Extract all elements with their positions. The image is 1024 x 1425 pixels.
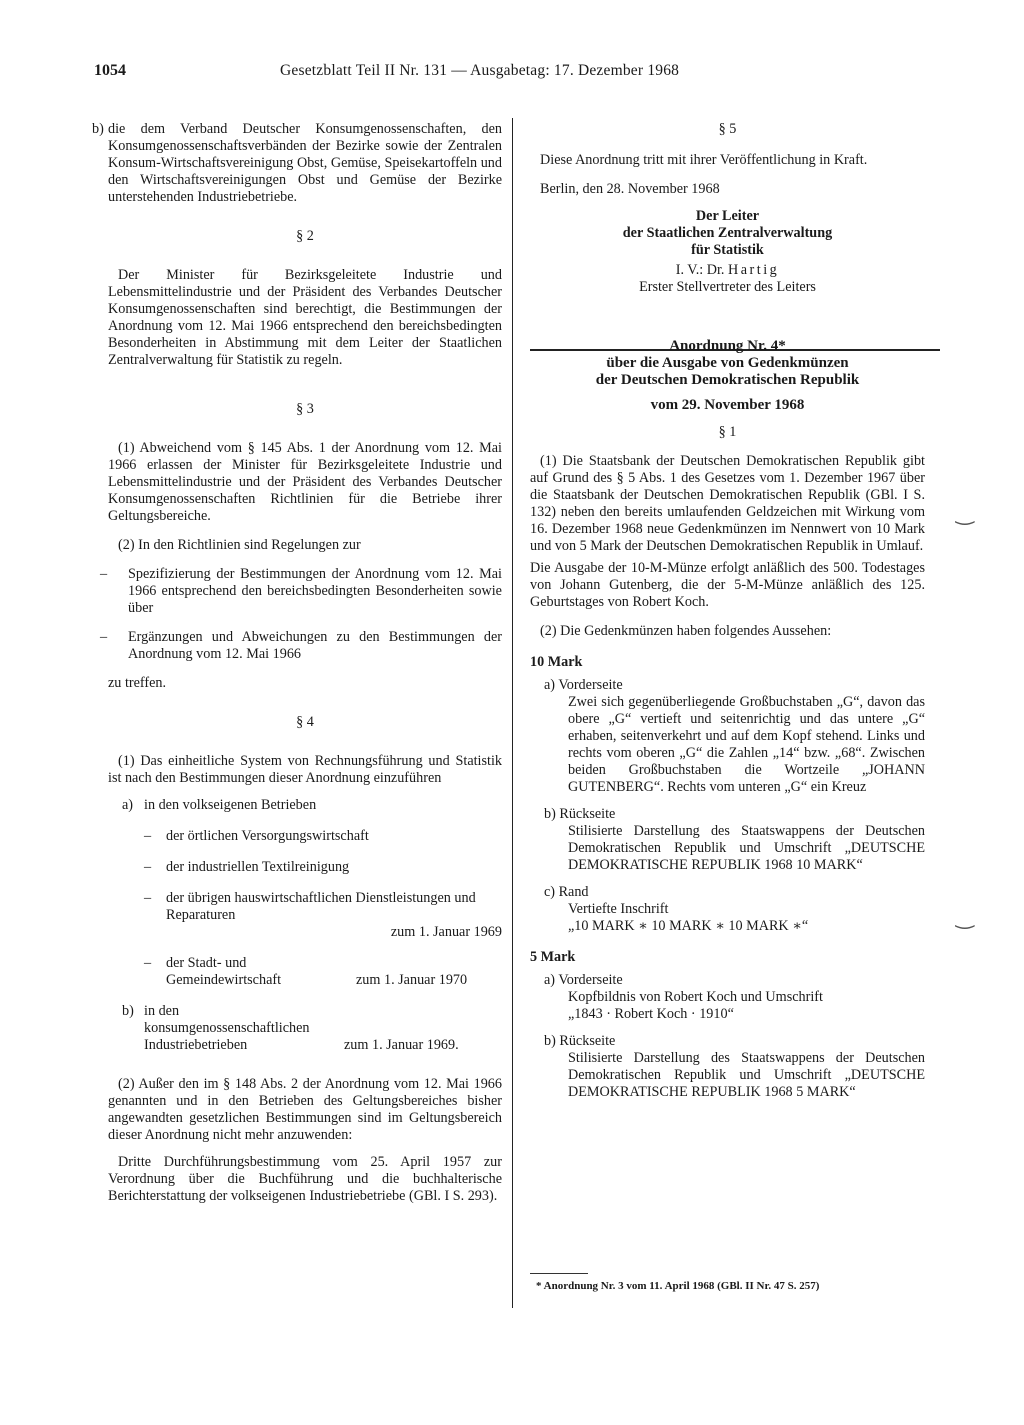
section-3-para-2: (2) In den Richtlinien sind Regelungen zur [118, 537, 361, 553]
section-1-para-2: (2) Die Gedenkmünzen haben folgendes Aussehen: [540, 623, 832, 639]
section-3-dash-1: – Spezifizierung der Bestimmungen der Anordnung vom 12. Mai 1966 entsprechend den bereichsbedingten Besonderheiten sowie über [100, 566, 502, 616]
column-divider [512, 118, 513, 1308]
footnote-rule [530, 1273, 588, 1274]
signature-name: Hartig [728, 262, 780, 278]
section-3-para-1: (1) Abweichend vom § 145 Abs. 1 der Anordnung vom 12. Mai 1966 erlassen der Minister für Bezirksgeleitete Industrie und Lebensmittelindustrie und der Präsident des Verbandes Deutscher Konsumgenossenschaften Richtlinien für die Betriebe ihrer Geltungsbereiche. [108, 440, 502, 524]
page-header [94, 62, 954, 84]
item-b-label: b) [92, 121, 104, 137]
coin-10-front: a) Vorderseite Zwei sich gegenüberliegende Großbuchstaben „G“, davon das obere „G“ vertieft und seitenrichtig und das untere „G“ erhaben, seitenverkehrt und auf dem Kopf stehend. Links und rechts vom oberen „G“ die Zahlen „14“ bzw. „68“. Zwischen beiden Großbuchstaben die Wortzeile „JOHANN GUTENBERG“. Rechts vom unteren „G“ ein Kreuz [544, 677, 925, 795]
margin-mark: ‿ [956, 500, 974, 525]
footnote: * Anordnung Nr. 3 vom 11. April 1968 (GBl. II Nr. 47 S. 257) [536, 1280, 820, 1292]
item-b [92, 121, 502, 206]
header-title: Gesetzblatt Teil II Nr. 131 — Ausgabetag: 17. Dezember 1968 [280, 62, 680, 79]
item-b-text: die dem Verband Deutscher Konsumgenossenschaften, den Konsumgenossenschaftsverbänden der Bezirke sowie der Zentralen Konsum-Wirtschaftsvereinigung Obst, Gemüse, Speisekartoffeln und den Wirtschaftsvereinigungen Obst und Gemüse der Bezirke unterstehenden Industriebetriebe. [108, 121, 502, 205]
section-4-para-2: (2) Außer den im § 148 Abs. 2 der Anordnung vom 12. Mai 1966 genannten und in den Betrieben des Geltungsbereiches bisher angewandten gesetzlichen Bestimmungen sind im Geltungsbereich dieser Anordnung nicht mehr anzuwenden: [108, 1076, 502, 1143]
section-4-date-3: zum 1. Januar 1969. [344, 1037, 459, 1053]
signature-line-3: für Statistik [691, 242, 764, 258]
section-4-heading: § 4 [296, 714, 314, 730]
place-date: Berlin, den 28. November 1968 [540, 181, 720, 197]
signature-role: Erster Stellvertreter des Leiters [639, 279, 816, 295]
section-1-para-1: (1) Die Staatsbank der Deutschen Demokratischen Republik gibt auf Grund des § 5 Abs. 1 des Gesetzes vom 1. Dezember 1967 über die Staatsbank der Deutschen Demokratischen Republik (GBl. I S. 132) neben den bereits umlaufenden Geldzeichen mit Wirkung vom 16. Dezember 1968 neue Gedenkmünzen im Nennwert von 10 Mark und von 5 Mark der Deutschen Demokratischen Republik in Umlauf. [530, 453, 925, 554]
margin-mark: ‿ [956, 904, 974, 929]
section-4-dash-2: – der industriellen Textilreinigung [144, 859, 350, 875]
section-4-date-2: zum 1. Januar 1970 [356, 972, 468, 988]
coin-10-back: b) Rückseite Stilisierte Darstellung des Staatswappens der Deutschen Demokratischen Republik und Umschrift „DEUTSCHE DEMOKRATISCHE REPUBLIK 1968 10 MARK“ [544, 806, 925, 873]
section-2-text: Der Minister für Bezirksgeleitete Industrie und Lebensmittelindustrie und der Präsident des Verbandes Deutscher Konsumgenossenschaften sind berechtigt, die Bestimmungen der Anordnung vom 12. Mai 1966 entsprechend den bereichsbedingten Besonderheiten in Abstimmung mit dem Leiter der Staatlichen Zentralverwaltung für Statistik zu regeln. [108, 267, 502, 368]
ordinance-title: Anordnung Nr. 4* über die Ausgabe von Gedenkmünzen der Deutschen Demokratischen Republik vom 29. November 1968 [530, 338, 925, 414]
section-4-date-1: zum 1. Januar 1969 [390, 924, 502, 940]
coin-10-title: 10 Mark [530, 654, 583, 670]
section-3-heading: § 3 [296, 401, 314, 417]
section-5-text: Diese Anordnung tritt mit ihrer Veröffentlichung in Kraft. [540, 152, 868, 168]
signature-block [530, 208, 925, 296]
section-4-dash-1: – der örtlichen Versorgungswirtschaft [144, 828, 369, 844]
section-4-dash-3: – der übrigen hauswirtschaftlichen Dienstleistungen und Reparaturen [144, 890, 476, 923]
coin-5-title: 5 Mark [530, 949, 576, 965]
coin-5-back: b) Rückseite Stilisierte Darstellung des Staatswappens der Deutschen Demokratischen Republik und Umschrift „DEUTSCHE DEMOKRATISCHE REPUBLIK 1968 5 MARK“ [544, 1033, 925, 1100]
left-column [92, 121, 502, 1205]
section-5-heading: § 5 [718, 121, 737, 137]
section-3-closing: zu treffen. [108, 675, 167, 691]
section-4-para-3: Dritte Durchführungsbestimmung vom 25. April 1957 zur Verordnung über die Buchführung und die buchhalterische Berichterstattung der volkseigenen Industriebetriebe (GBl. I S. 293). [108, 1154, 502, 1204]
right-column [530, 121, 925, 1101]
signature-deputy: I. V.: Dr. Hartig [675, 262, 780, 278]
section-4-item-a: a) in den volkseigenen Betrieben [122, 797, 317, 813]
section-3-dash-2: – Ergänzungen und Abweichungen zu den Bestimmungen der Anordnung vom 12. Mai 1966 [100, 629, 502, 662]
signature-line-1: Der Leiter [695, 208, 760, 224]
signature-line-2: der Staatlichen Zentralverwaltung [622, 225, 833, 241]
section-4-item-b: b) in den konsumgenossenschaftlichen Industriebetrieben zum 1. Januar 1969. [122, 1003, 459, 1053]
section-1-heading: § 1 [718, 424, 737, 440]
coin-10-edge: c) Rand Vertiefte Inschrift „10 MARK ∗ 10 MARK ∗ 10 MARK ∗“ [544, 884, 809, 934]
section-1-para-1b: Die Ausgabe der 10-M-Münze erfolgt anläßlich des 500. Todestages von Johann Gutenberg, die der 5-M-Münze anläßlich des 125. Geburtstages von Robert Koch. [530, 560, 925, 610]
page-number: 1054 [94, 62, 126, 79]
section-2-heading: § 2 [296, 228, 314, 244]
section-4-para-1: (1) Das einheitliche System von Rechnungsführung und Statistik ist nach den Bestimmungen dieser Anordnung einzuführen [108, 753, 502, 786]
coin-5-front: a) Vorderseite Kopfbildnis von Robert Koch und Umschrift „1843 · Robert Koch · 1910“ [544, 972, 823, 1022]
section-4-dash-4: – der Stadt- und Gemeindewirtschaft zum 1. Januar 1970 [144, 955, 468, 988]
ordinance-date: vom 29. November 1968 [650, 397, 805, 413]
